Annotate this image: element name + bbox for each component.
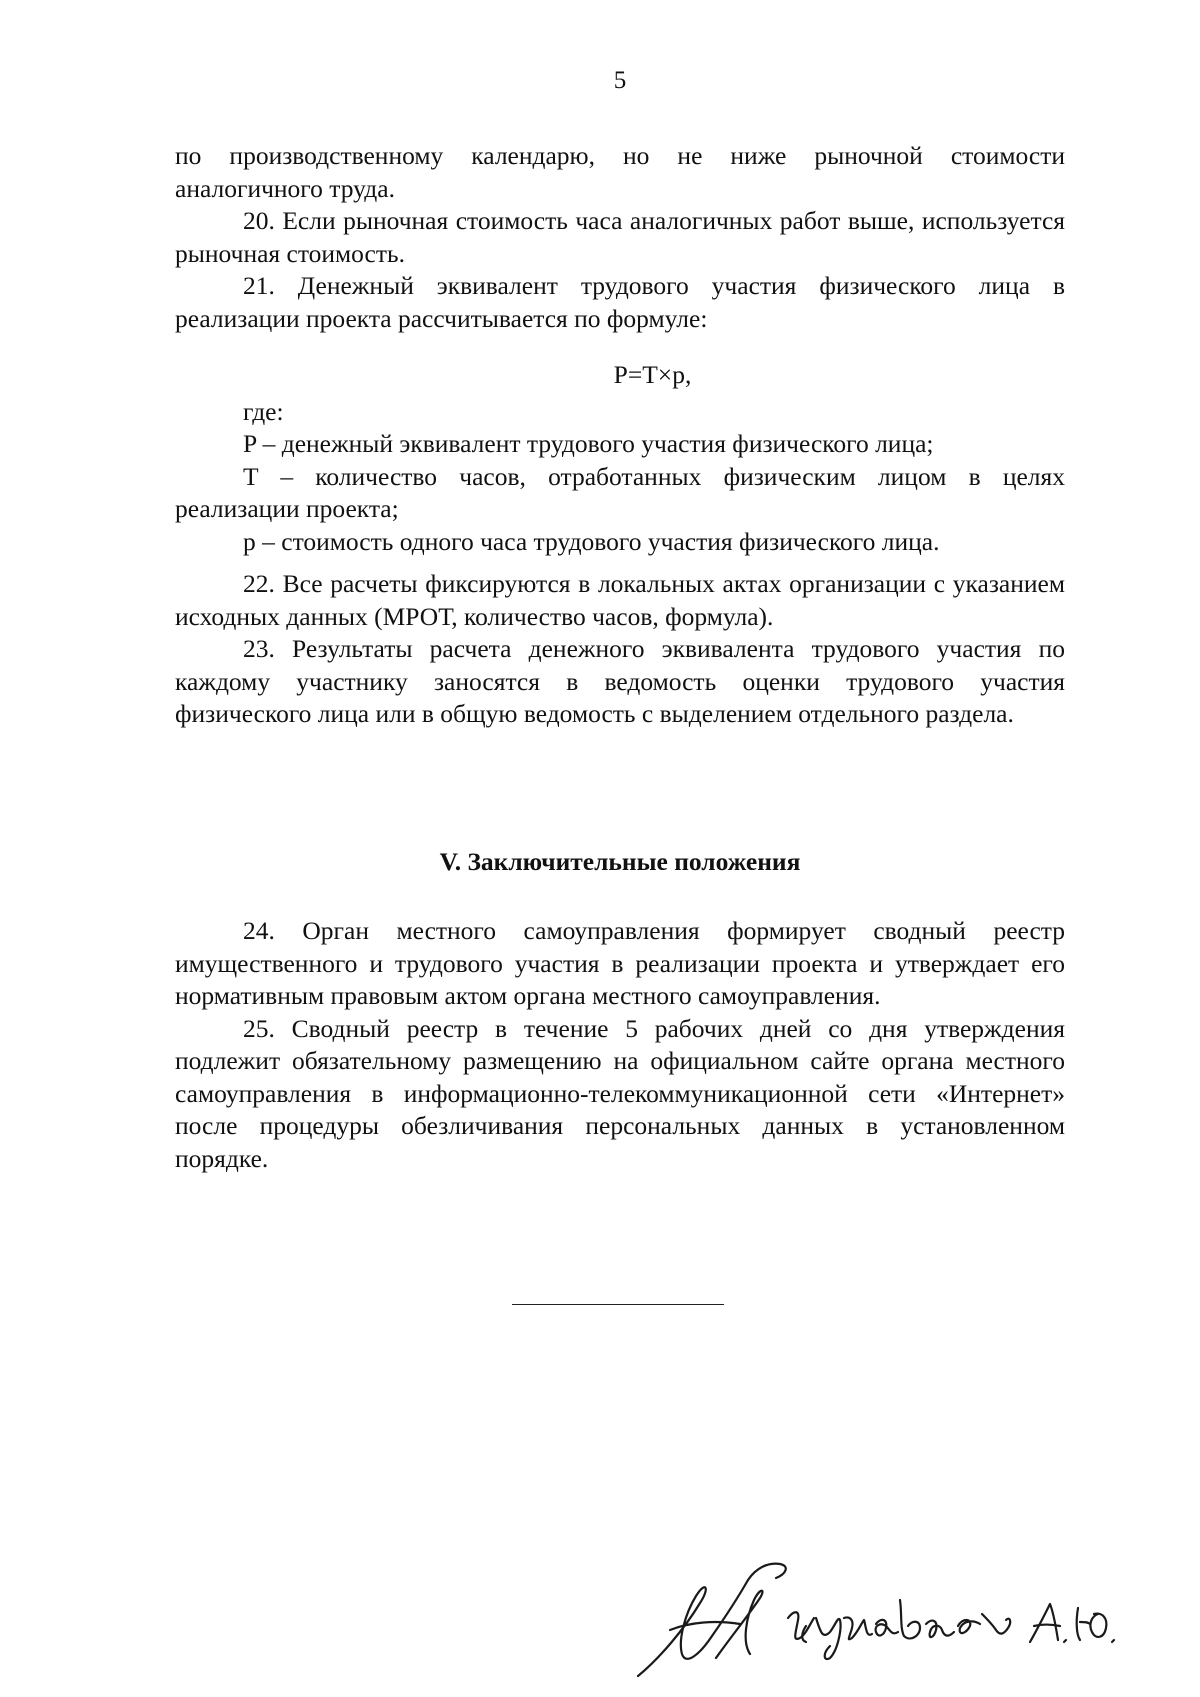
paragraph-continuation: по производственному календарю, но не ниже рыночной стоимости аналогичного труда. bbox=[175, 141, 1065, 203]
definition-P: P – денежный эквивалент трудового участия физического лица; bbox=[243, 429, 934, 458]
definition-where: где: bbox=[243, 396, 284, 426]
definition-p: p – стоимость одного часа трудового участия физического лица. bbox=[243, 526, 940, 556]
body-text-upper bbox=[175, 140, 1065, 731]
definition-T: T – количество часов, отработанных физическим лицом в целях реализации проекта; bbox=[175, 461, 1065, 523]
paragraph-21: 21. Денежный эквивалент трудового участия физического лица в реализации проекта рассчитывается по формуле: bbox=[175, 271, 1065, 333]
section-heading: V. Заключительные положения bbox=[439, 847, 801, 876]
paragraph-20: 20. Если рыночная стоимость часа аналогичных работ выше, используется рыночная стоимость. bbox=[175, 206, 1065, 268]
paragraph-25: 25. Сводный реестр в течение 5 рабочих дней со дня утверждения подлежит обязательному размещению на официальном сайте органа местного самоуправления в информационно-телекоммуникационной сети «Интернет» после процедуры обезличивания персональных данных в установленном порядке. bbox=[175, 1013, 1065, 1173]
paragraph-24: 24. Орган местного самоуправления формирует сводный реестр имущественного и трудового участия в реализации проекта и утверждает его нормативным правовым актом органа местного самоуправления. bbox=[175, 916, 1065, 1010]
paragraph-22: 22. Все расчеты фиксируются в локальных актах организации с указанием исходных данных (МРОТ, количество часов, формула). bbox=[175, 569, 1065, 631]
handwritten-signature bbox=[630, 1558, 1130, 1688]
formula: P=T×p, bbox=[613, 360, 692, 389]
end-divider-line bbox=[512, 1304, 724, 1305]
signature-icon bbox=[630, 1558, 1130, 1688]
body-text-lower bbox=[175, 915, 1065, 1175]
page-number: 5 bbox=[613, 67, 627, 94]
paragraph-23: 23. Результаты расчета денежного эквивалента трудового участия по каждому участнику заносятся в ведомость оценки трудового участия физического лица или в общую ведомость с выделением отдельного раздела. bbox=[175, 634, 1065, 728]
